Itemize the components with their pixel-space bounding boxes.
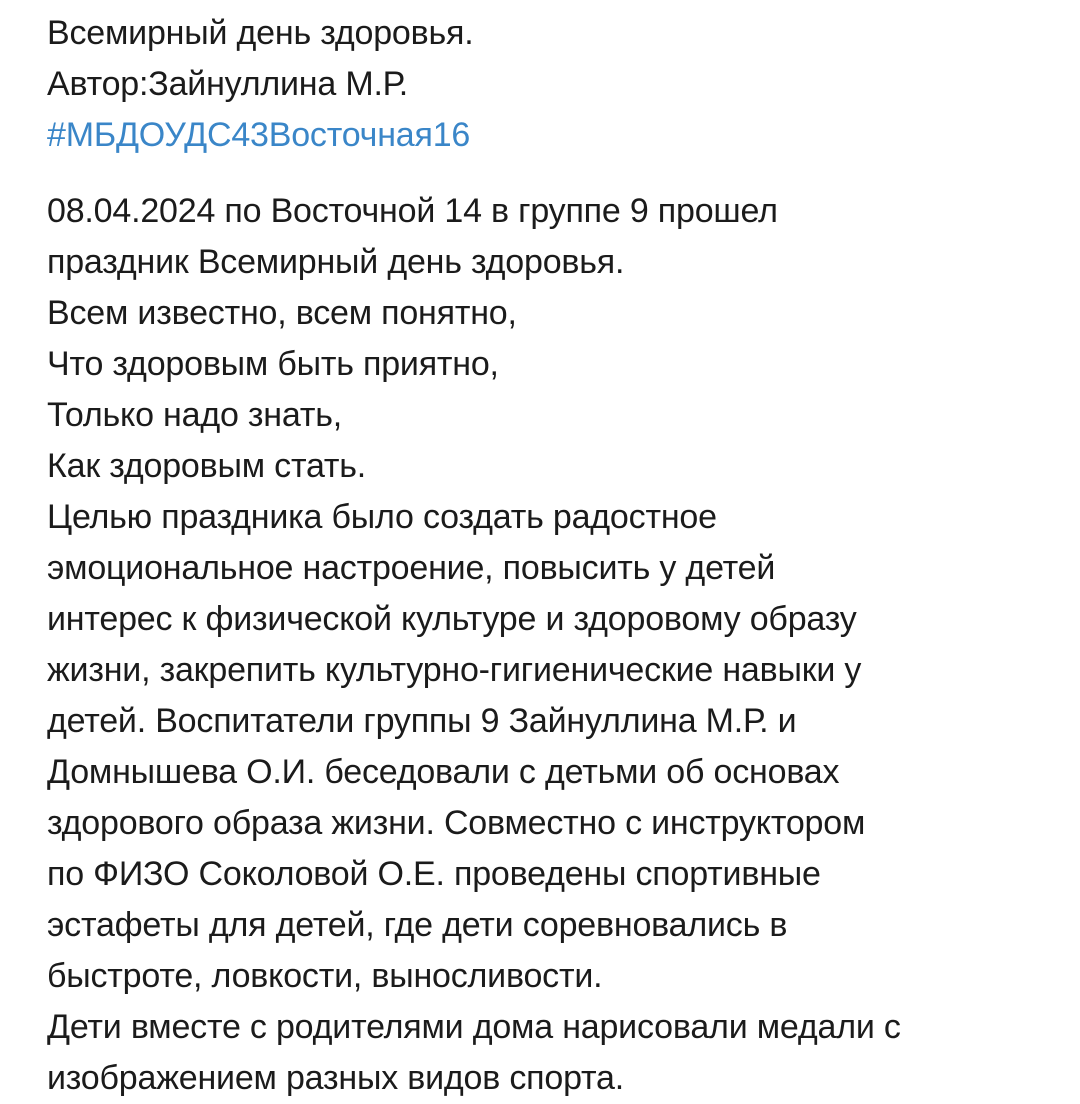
- body-line: Дети вместе с родителями дома нарисовали медали с: [47, 1008, 901, 1046]
- body-line: быстроте, ловкости, выносливости.: [47, 957, 603, 995]
- body-line: изображением разных видов спорта.: [47, 1059, 624, 1097]
- hashtag-link[interactable]: #МБДОУДС43Восточная16: [47, 116, 471, 154]
- body-line: здорового образа жизни. Совместно с инструктором: [47, 804, 866, 842]
- body-line: Целью праздника было создать радостное: [47, 498, 717, 536]
- post-title: Всемирный день здоровья.: [47, 14, 474, 52]
- body-line: детей. Воспитатели группы 9 Зайнуллина М.Р. и: [47, 702, 797, 740]
- body-line: Домнышева О.И. беседовали с детьми об основах: [47, 753, 840, 791]
- body-line: эмоциональное настроение, повысить у детей: [47, 549, 776, 587]
- body-line: по ФИЗО Соколовой О.Е. проведены спортивные: [47, 855, 821, 893]
- body-line: Всем известно, всем понятно,: [47, 294, 517, 332]
- body-line: 08.04.2024 по Восточной 14 в группе 9 прошел: [47, 192, 778, 230]
- body-line: Только надо знать,: [47, 396, 342, 434]
- post-text: [47, 8, 1057, 1104]
- body-line: Как здоровым стать.: [47, 447, 367, 485]
- body-line: жизни, закрепить культурно-гигиенические навыки у: [47, 651, 862, 689]
- body-line: Что здоровым быть приятно,: [47, 345, 499, 383]
- post-author: Автор:Зайнуллина М.Р.: [47, 65, 408, 103]
- body-line: праздник Всемирный день здоровья.: [47, 243, 625, 281]
- body-line: эстафеты для детей, где дети соревновались в: [47, 906, 788, 944]
- paragraph-gap: [47, 161, 1057, 186]
- body-line: интерес к физической культуре и здоровому образу: [47, 600, 857, 638]
